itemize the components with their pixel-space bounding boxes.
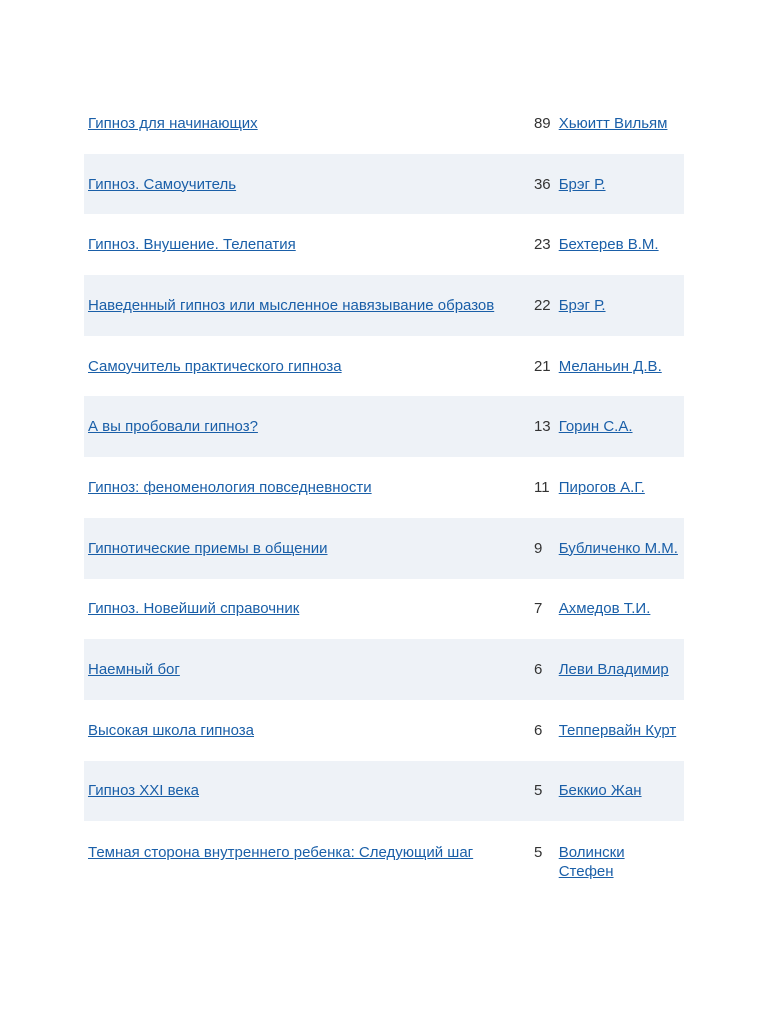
book-title-link[interactable]: Темная сторона внутреннего ребенка: Следующий шаг	[88, 844, 474, 862]
title-cell	[84, 700, 530, 761]
author-cell	[555, 821, 684, 896]
title-cell	[84, 396, 530, 457]
author-link[interactable]: Беккио Жан	[558, 782, 642, 800]
table-row	[84, 518, 684, 579]
author-link[interactable]: Бубличенко М.М.	[558, 539, 678, 557]
table-row	[84, 275, 684, 336]
table-row	[84, 761, 684, 822]
book-title-link[interactable]: Гипноз. Внушение. Телепатия	[88, 236, 296, 254]
title-cell	[84, 154, 530, 215]
author-link[interactable]: Пирогов А.Г.	[558, 478, 645, 496]
book-title-link[interactable]: Самоучитель практического гипноза	[88, 357, 342, 375]
author-cell	[555, 93, 684, 154]
count-cell: 36	[533, 175, 551, 193]
count-cell: 22	[533, 296, 551, 314]
book-title-link[interactable]: Наведенный гипноз или мысленное навязывание образов	[88, 296, 495, 314]
count-cell: 89	[533, 114, 551, 132]
author-cell	[555, 336, 684, 397]
table-row	[84, 154, 684, 215]
book-title-link[interactable]: Гипноз XXI века	[88, 782, 200, 800]
author-link[interactable]: Брэг Р.	[558, 296, 606, 314]
title-cell	[84, 518, 530, 579]
count-cell: 6	[533, 661, 543, 679]
book-title-link[interactable]: А вы пробовали гипноз?	[88, 418, 258, 436]
author-cell	[555, 457, 684, 518]
count-cell: 7	[533, 600, 543, 618]
book-title-link[interactable]: Гипноз. Самоучитель	[88, 175, 237, 193]
count-cell: 5	[533, 782, 543, 800]
count-cell: 11	[533, 478, 550, 496]
count-cell: 6	[533, 721, 543, 739]
title-cell	[84, 93, 530, 154]
title-cell	[84, 336, 530, 397]
author-link[interactable]: Леви Владимир	[558, 661, 669, 679]
book-table	[84, 93, 684, 896]
book-list	[84, 93, 684, 896]
book-title-link[interactable]: Высокая школа гипноза	[88, 721, 255, 739]
book-title-link[interactable]: Гипнотические приемы в общении	[88, 539, 328, 557]
book-title-link[interactable]: Гипноз: феноменология повседневности	[88, 478, 372, 496]
author-cell	[555, 761, 684, 822]
book-title-link[interactable]: Гипноз для начинающих	[88, 114, 258, 132]
author-link[interactable]: Меланьин Д.В.	[558, 357, 662, 375]
table-row	[84, 579, 684, 640]
table-row	[84, 821, 684, 896]
table-row	[84, 336, 684, 397]
count-cell: 23	[533, 236, 551, 254]
title-cell	[84, 639, 530, 700]
count-cell: 13	[533, 418, 551, 436]
book-title-link[interactable]: Наемный бог	[88, 661, 180, 679]
author-link[interactable]: Горин С.А.	[558, 418, 633, 436]
title-cell	[84, 579, 530, 640]
author-cell	[555, 518, 684, 579]
author-cell	[555, 639, 684, 700]
book-title-link[interactable]: Гипноз. Новейший справочник	[88, 600, 300, 618]
author-link[interactable]: Теппервайн Курт	[558, 721, 677, 739]
title-cell	[84, 761, 530, 822]
author-link[interactable]: Бехтерев В.М.	[558, 236, 659, 254]
author-link[interactable]: Ахмедов Т.И.	[558, 600, 651, 618]
author-cell	[555, 275, 684, 336]
table-row	[84, 396, 684, 457]
table-row	[84, 639, 684, 700]
count-cell: 9	[533, 539, 543, 557]
title-cell	[84, 821, 530, 896]
author-link[interactable]: Волински Стефен	[558, 844, 625, 881]
author-cell	[555, 700, 684, 761]
author-cell	[555, 214, 684, 275]
author-cell	[555, 154, 684, 215]
author-link[interactable]: Хьюитт Вильям	[558, 114, 668, 132]
title-cell	[84, 214, 530, 275]
table-row	[84, 214, 684, 275]
author-cell	[555, 579, 684, 640]
table-row	[84, 457, 684, 518]
title-cell	[84, 457, 530, 518]
author-cell	[555, 396, 684, 457]
table-row	[84, 700, 684, 761]
author-link[interactable]: Брэг Р.	[558, 175, 606, 193]
title-cell	[84, 275, 530, 336]
count-cell: 5	[533, 844, 543, 862]
count-cell: 21	[533, 357, 551, 375]
table-row	[84, 93, 684, 154]
